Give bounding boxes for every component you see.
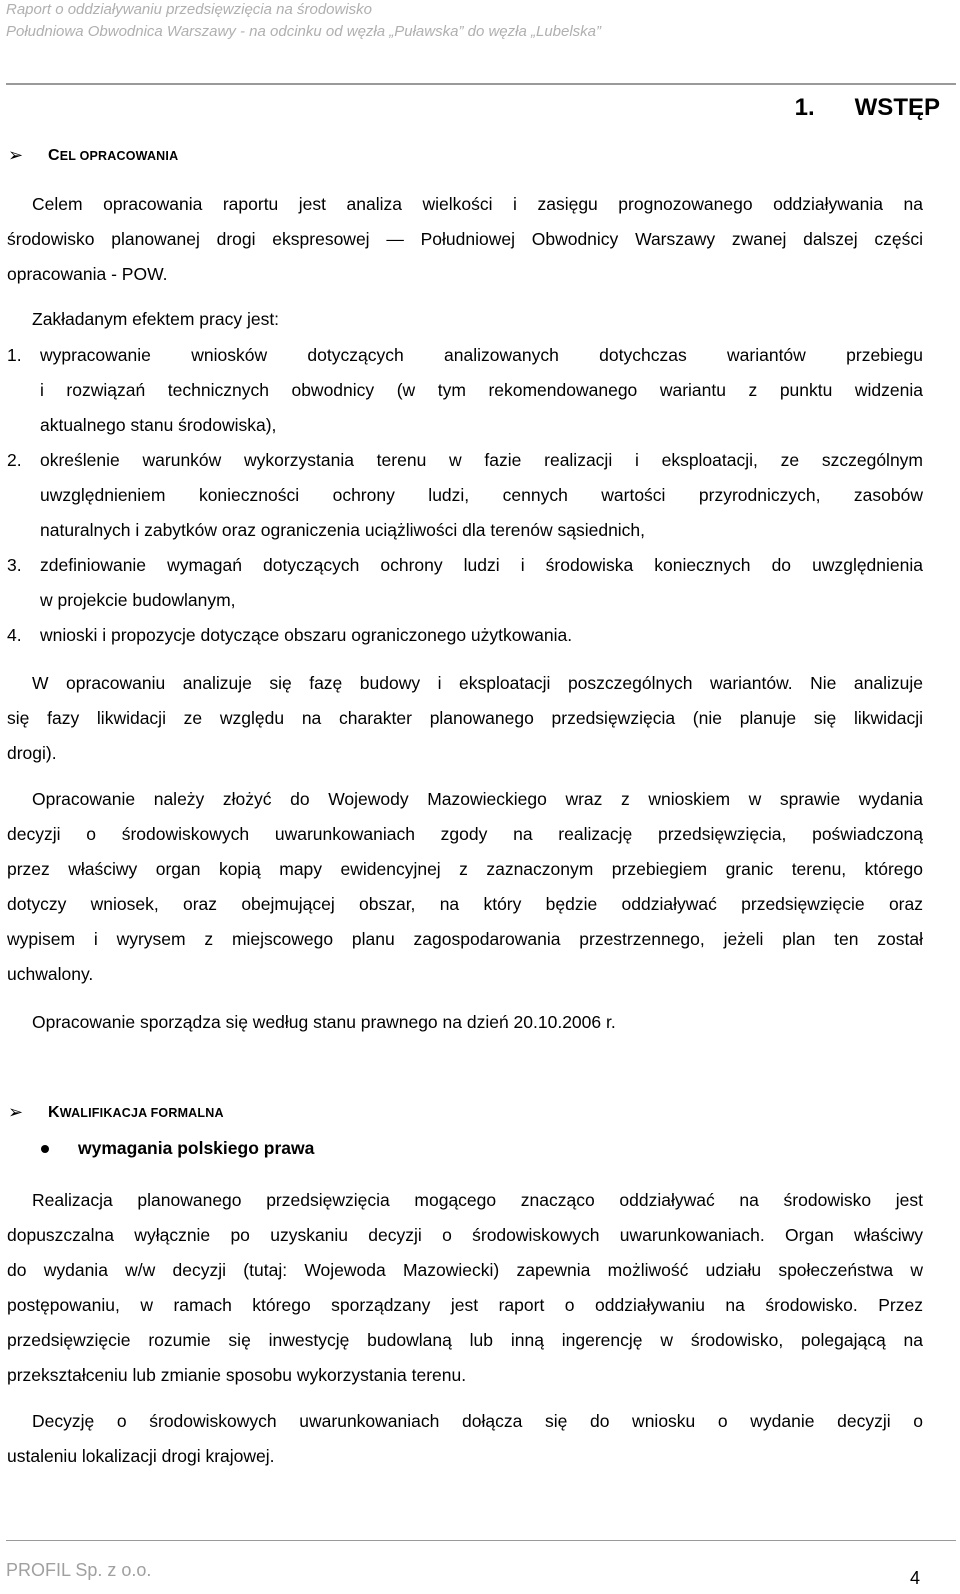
- section-heading-cel: [8, 145, 178, 166]
- header-report-title: Raport o oddziaływaniu przedsięwzięcia na środowisko: [6, 1, 373, 18]
- paragraph-opracowanie: Opracowanie należy złożyć do Wojewody Mazowieckiego wraz z wnioskiem w sprawie wydania decyzji o środowiskowych uwarunkowaniach zgody na realizację przedsięwzięcia, poświadczoną przez właściwy organ kopią mapy ewidencyjnej z zaznaczonym przebiegiem granic terenu, którego dotyczy wniosek, oraz obejmującej obszar, na który będzie oddziaływać przedsięwzięcie oraz wypisem i wyrysem z miejscowego planu zagospodarowania przestrzennego, jeżeli plan ten został uchwalony.: [7, 789, 923, 984]
- paragraph-stan-prawny: Opracowanie sporządza się według stanu prawnego na dzień 20.10.2006 r.: [32, 1012, 616, 1032]
- paragraph-cel: Celem opracowania raportu jest analiza wielkości i zasięgu prognozowanego oddziaływania na środowisko planowanej drogi ekspresowej — Południowej Obwodnicy Warszawy zwanej dalszej części opracowania - POW.: [7, 194, 923, 284]
- list-item: 2. określenie warunków wykorzystania terenu w fazie realizacji i eksploatacji, ze szczególnym uwzględnieniem konieczności ochrony ludzi, cennych wartości przyrodniczych, zasobów naturalnych i zabytków oraz ograniczenia uciążliwości dla terenów sąsiednich,: [7, 450, 923, 540]
- bullet-item: [8, 1138, 314, 1159]
- paragraph-intro: Zakładanym efektem pracy jest:: [32, 309, 280, 329]
- page-number: 4: [909, 1568, 920, 1588]
- header-project-title: Południowa Obwodnica Warszawy - na odcinku od węzła „Puławska” do węzła „Lubelska”: [6, 23, 602, 40]
- arrowhead-bullet-icon: ➢: [8, 145, 24, 165]
- section-title: CEL OPRACOWANIA: [48, 146, 179, 164]
- list-item: 1. wypracowanie wniosków dotyczących analizowanych dotychczas wariantów przebiegu i rozwiązań technicznych obwodnicy (w tym rekomendowanego wariantu z punktu widzenia aktualnego stanu środowiska),: [7, 345, 923, 435]
- section-heading-kwalifikacja: [8, 1102, 224, 1123]
- chapter-heading: [795, 94, 940, 122]
- section-title: KWALIFIKACJA FORMALNA: [48, 1103, 224, 1121]
- chapter-number: 1.: [794, 94, 815, 121]
- bullet-dot-icon: [41, 1145, 49, 1153]
- list-item: 4. wnioski i propozycje dotyczące obszaru ograniczonego użytkowania.: [7, 625, 573, 645]
- list-item: 3. zdefiniowanie wymagań dotyczących ochrony ludzi i środowiska koniecznych do uwzględnienia w projekcie budowlanym,: [7, 555, 923, 610]
- paragraph-realizacja: Realizacja planowanego przedsięwzięcia mogącego znacząco oddziaływać na środowisko jest dopuszczalna wyłącznie po uzyskaniu decyzji o środowiskowych uwarunkowaniach. Organ właściwy do wydania w/w decyzji (tutaj: Wojewoda Mazowiecki) zapewnia możliwość udziału społeczeństwa w postępowaniu, w ramach którego sporządzany jest raport o oddziaływaniu na środowisko. Przez przedsięwzięcie rozumie się inwestycję budowlaną lub inną ingerencję w środowisko, polegającą na przekształceniu lub zmianie sposobu wykorzystania terenu.: [7, 1190, 923, 1385]
- header-divider: [6, 83, 956, 85]
- arrowhead-bullet-icon: ➢: [8, 1102, 24, 1122]
- footer-company: PROFIL Sp. z o.o.: [6, 1560, 152, 1580]
- paragraph-fazy: W opracowaniu analizuje się fazę budowy i eksploatacji poszczególnych wariantów. Nie analizuje się fazy likwidacji ze względu na charakter planowanego przedsięwzięcia (nie planuje się likwidacji drogi).: [7, 673, 923, 763]
- paragraph-decyzja: Decyzję o środowiskowych uwarunkowaniach dołącza się do wniosku o wydanie decyzji o ustaleniu lokalizacji drogi krajowej.: [7, 1411, 923, 1466]
- chapter-title: WSTĘP: [854, 94, 940, 121]
- footer-divider: [6, 1540, 956, 1541]
- bullet-text: wymagania polskiego prawa: [78, 1138, 315, 1158]
